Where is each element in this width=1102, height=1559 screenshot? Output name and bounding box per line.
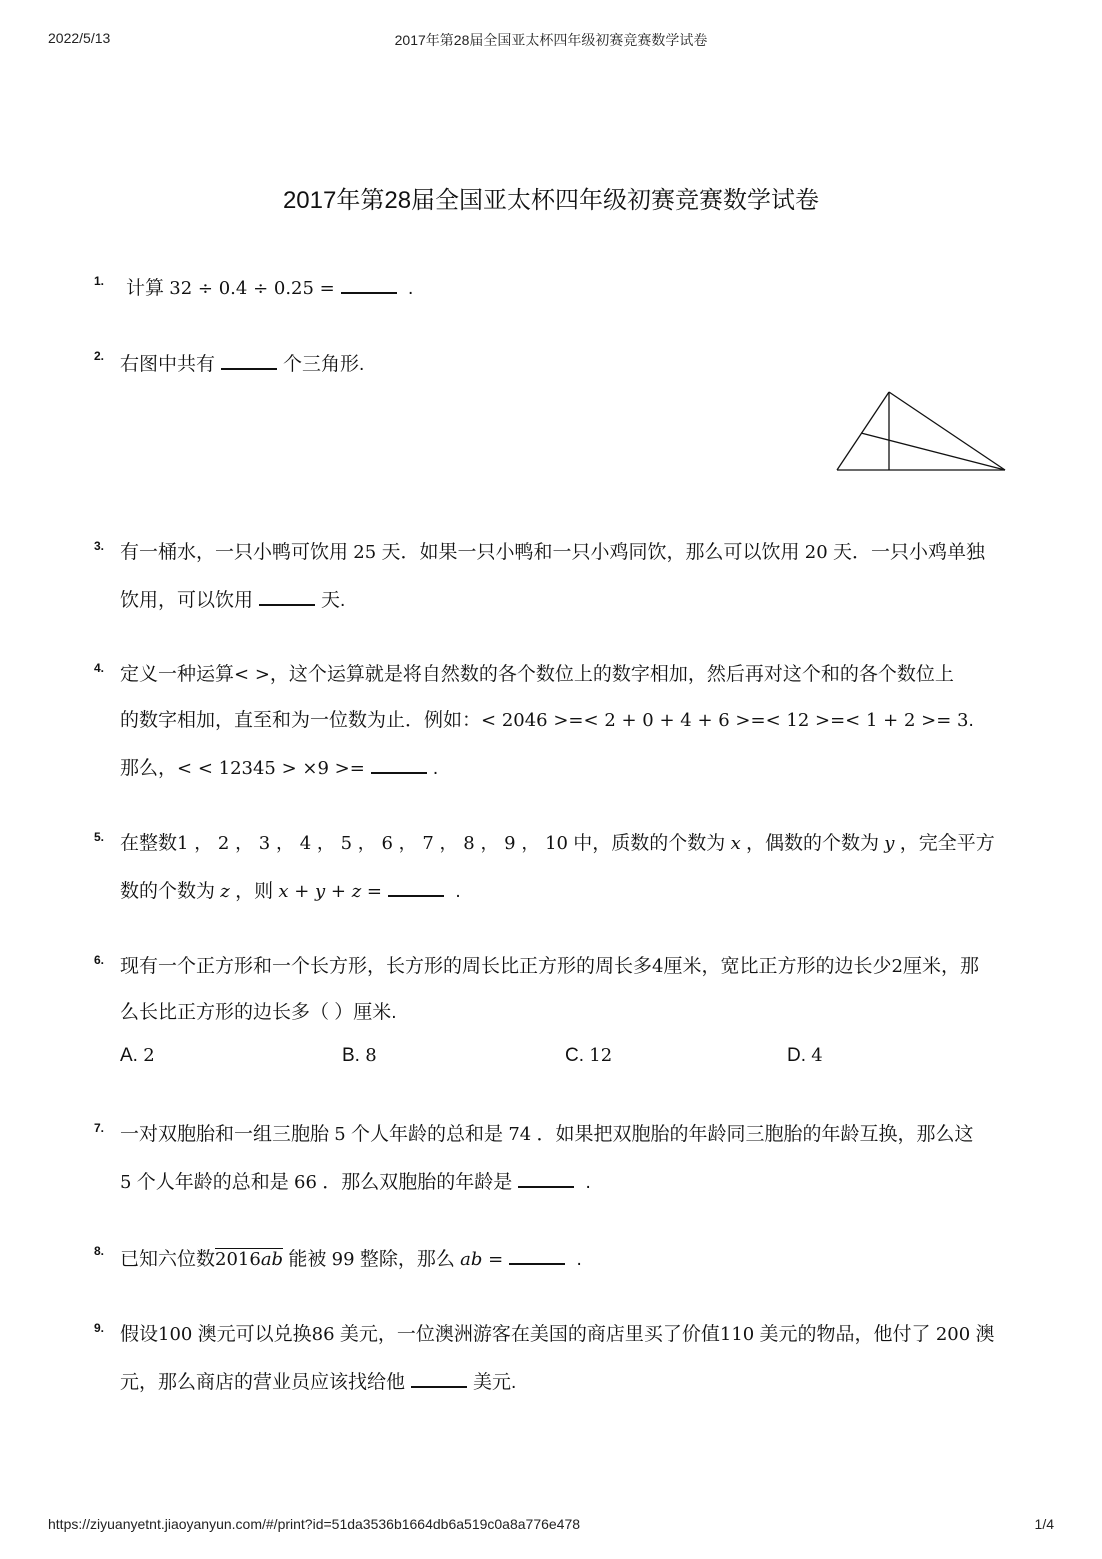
number: 5 xyxy=(334,1124,346,1145)
math-expression: < 2046 >=< 2 + 0 + 4 + 6 >=< 12 >=< 1 + 2 >= 3 xyxy=(481,710,969,731)
question-number: 5. xyxy=(94,830,105,844)
text: . xyxy=(432,758,439,779)
variable: z xyxy=(220,881,230,902)
number: 74 xyxy=(508,1124,532,1145)
text: ，则 xyxy=(235,881,274,902)
text: 澳元可以兑换 xyxy=(197,1324,312,1345)
answer-blank[interactable] xyxy=(259,586,315,606)
text: 整除，那么 xyxy=(359,1249,455,1270)
option-value: 2 xyxy=(143,1045,155,1066)
number: 25 xyxy=(353,542,377,563)
answer-blank[interactable] xyxy=(371,754,427,774)
number: 200 xyxy=(935,1324,971,1345)
question-text-line-1 xyxy=(120,1322,1020,1348)
text: 计算 xyxy=(126,278,165,299)
question-number: 7. xyxy=(94,1121,105,1135)
answer-blank[interactable] xyxy=(518,1168,574,1188)
number: 20 xyxy=(804,542,828,563)
footer-url: https://ziyuanyetnt.jiaoyanyun.com/#/print?id=51da3536b1664db6a519c0a8a776e478 xyxy=(48,1516,581,1532)
question-text-line-1 xyxy=(120,831,1020,857)
question-text-line-1 xyxy=(120,540,1020,566)
option-b[interactable] xyxy=(342,1045,377,1067)
overlined-number xyxy=(215,1248,283,1270)
text: 个人年龄的总和是 xyxy=(351,1124,504,1145)
text: 在整数 xyxy=(120,833,178,854)
document-title: 2017年第28届全国亚太杯四年级初赛竞赛数学试卷 xyxy=(282,187,820,214)
question-number: 4. xyxy=(94,661,105,675)
text: 个三角形. xyxy=(283,354,365,375)
option-value: 12 xyxy=(589,1045,613,1066)
variable: x xyxy=(730,833,741,854)
triangle-figure xyxy=(833,389,1009,475)
question-text xyxy=(120,1245,1020,1273)
question-text-line-1 xyxy=(120,662,1020,688)
option-value: 4 xyxy=(811,1045,823,1066)
question-text-line-2 xyxy=(120,1000,1020,1026)
text: 美元. xyxy=(473,1372,517,1393)
number: 5 xyxy=(120,1172,132,1193)
answer-blank[interactable] xyxy=(411,1368,467,1388)
math-expression: < < 12345 > ×9 >= xyxy=(177,758,365,779)
text: . xyxy=(968,710,974,731)
figure-cevian xyxy=(861,433,1005,470)
text: . xyxy=(576,1249,582,1270)
header-date: 2022/5/13 xyxy=(48,30,111,46)
text: 数的个数为 xyxy=(120,881,216,902)
number: 100 xyxy=(158,1324,193,1345)
answer-blank[interactable] xyxy=(221,350,277,370)
header-title: 2017年第28届全国亚太杯四年级初赛竞赛数学试卷 xyxy=(394,32,708,48)
text: 右图中共有 xyxy=(120,354,216,375)
question-text-line-1 xyxy=(120,954,1020,980)
text: . xyxy=(585,1172,591,1193)
text: 天．如果一只小鸭和一只小鸡同饮，那么可以饮用 xyxy=(381,542,800,563)
text: 天. xyxy=(321,590,346,611)
text: 澳 xyxy=(975,1324,995,1345)
option-d[interactable] xyxy=(787,1045,823,1067)
text: 一对双胞胎和一组三胞胎 xyxy=(120,1124,330,1145)
text: 那么， xyxy=(120,758,178,779)
text: 么长比正方形的边长多（ ）厘米. xyxy=(120,1002,397,1023)
variable: y xyxy=(884,833,895,854)
question-text-line-2 xyxy=(120,708,1020,734)
text: 个人年龄的总和是 xyxy=(136,1172,289,1193)
option-c[interactable] xyxy=(565,1045,612,1067)
number: 110 xyxy=(719,1324,755,1345)
question-text-line-2 xyxy=(120,1168,1020,1196)
text: 现有一个正方形和一个长方形，长方形的周长比正方形的周长多 xyxy=(120,956,653,977)
question-text xyxy=(126,274,1026,302)
question-text-line-2 xyxy=(120,877,1020,905)
figure-edge xyxy=(889,392,1005,470)
text: . xyxy=(455,881,461,902)
text: 天．一只小鸡单独 xyxy=(832,542,985,563)
number: 2016 xyxy=(215,1249,261,1270)
question-number: 3. xyxy=(94,539,105,553)
question-number: 6. xyxy=(94,953,105,967)
text: 美元的物品，他付了 xyxy=(759,1324,931,1345)
text: 美元，一位澳洲游客在美国的商店里买了价值 xyxy=(339,1324,720,1345)
question-number: 1. xyxy=(94,274,105,288)
question-text-line-2 xyxy=(120,586,1020,614)
text: 能被 xyxy=(288,1249,327,1270)
footer-page-number: 1/4 xyxy=(1034,1516,1054,1532)
question-text xyxy=(120,350,1020,378)
text: 的数字相加，直至和为一位数为止．例如： xyxy=(120,710,482,731)
option-label: B. xyxy=(342,1045,360,1066)
option-value: 8 xyxy=(365,1045,377,1066)
question-text-line-2 xyxy=(120,1368,1020,1396)
answer-blank[interactable] xyxy=(341,274,397,294)
question-number: 8. xyxy=(94,1244,105,1258)
question-number: 2. xyxy=(94,349,105,363)
option-label: D. xyxy=(787,1045,806,1066)
question-text-line-3 xyxy=(120,754,1020,782)
text: 厘米，那 xyxy=(902,956,979,977)
text: ，偶数的个数为 xyxy=(746,833,880,854)
number: 66 xyxy=(294,1172,317,1193)
math-expression: ab = xyxy=(460,1249,504,1270)
number: 2 xyxy=(891,956,903,977)
figure-edge xyxy=(837,392,889,470)
text: 假设 xyxy=(120,1324,159,1345)
number: 4 xyxy=(652,956,664,977)
question-text-line-1 xyxy=(120,1122,1020,1148)
text: ，完全平方 xyxy=(899,833,995,854)
number-list: 1 ， 2 ， 3 ， 4 ， 5 ， 6 ， 7 ， 8 ， 9 ， 10 xyxy=(177,833,568,854)
text: 中，质数的个数为 xyxy=(573,833,726,854)
option-label: A. xyxy=(120,1045,138,1066)
text: 饮用，可以饮用 xyxy=(120,590,254,611)
math-operator: < > xyxy=(234,664,270,685)
text: ，这个运算就是将自然数的各个数位上的数字相加，然后再对这个和的各个数位上 xyxy=(269,664,954,685)
text: 定义一种运算 xyxy=(120,664,235,685)
text: 元，那么商店的营业员应该找给他 xyxy=(120,1372,406,1393)
option-a[interactable] xyxy=(120,1045,155,1067)
number: 86 xyxy=(311,1324,335,1345)
text: ．那么双胞胎的年龄是 xyxy=(322,1172,513,1193)
math-expression: 32 ÷ 0.4 ÷ 0.25 = xyxy=(169,278,335,299)
text: . xyxy=(408,278,414,299)
question-number: 9. xyxy=(94,1321,105,1335)
answer-blank[interactable] xyxy=(388,877,444,897)
answer-blank[interactable] xyxy=(509,1245,565,1265)
text: 厘米，宽比正方形的边长少 xyxy=(663,956,892,977)
text: 有一桶水，一只小鸭可饮用 xyxy=(120,542,349,563)
math-expression: x + y + z = xyxy=(278,881,383,902)
number: 99 xyxy=(331,1249,355,1270)
option-label: C. xyxy=(565,1045,584,1066)
text: 已知六位数 xyxy=(120,1249,216,1270)
text: ．如果把双胞胎的年龄同三胞胎的年龄互换，那么这 xyxy=(536,1124,974,1145)
variable: ab xyxy=(260,1249,284,1270)
